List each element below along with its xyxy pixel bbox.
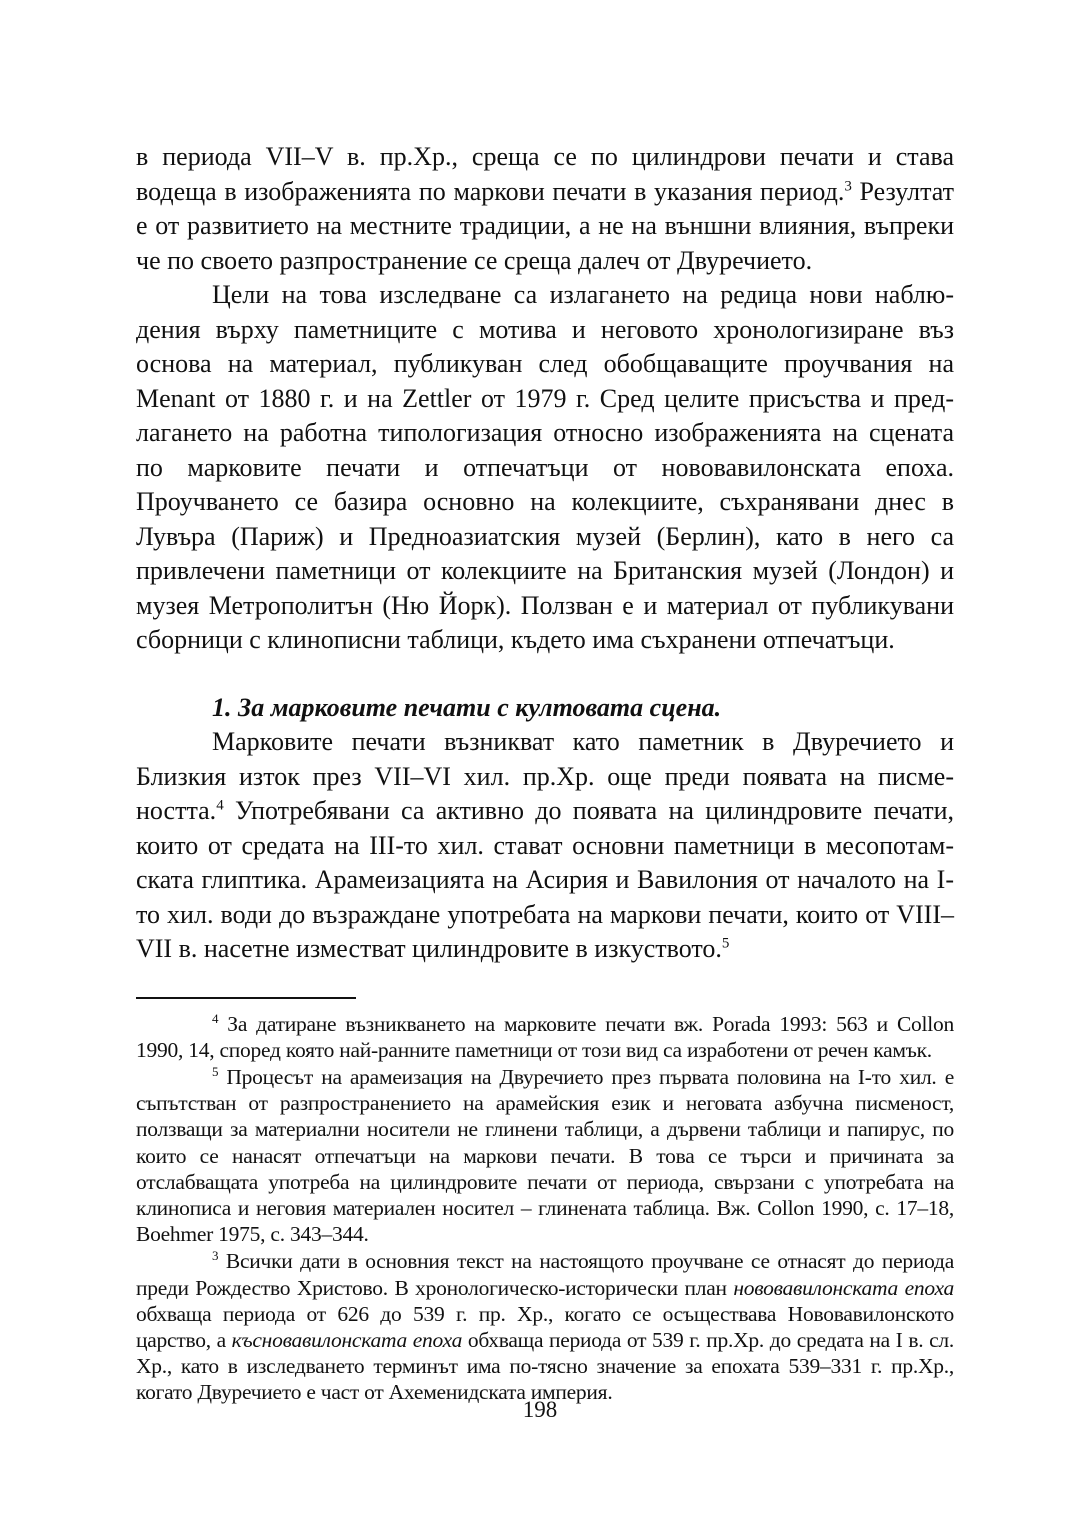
footnote-4 <box>136 1011 954 1063</box>
page-content <box>136 140 954 1407</box>
footnote-ref-5: 5 <box>721 935 730 952</box>
page-number: 198 <box>522 1397 558 1422</box>
footnote-3 <box>136 1248 954 1405</box>
footnote-3-em-late-babylonian: късновавилонската епоха <box>231 1327 463 1352</box>
footnote-3-text-c: обхваща периода от 539 г. пр.Хр. до средата на I в. сл. Хр., като в изследването терминът има по-тясно значение за епохата 539–331 г. пр.Хр., когато Двуречието е част от Ахеменидската империя. <box>136 1327 954 1405</box>
footnote-5-mark: 5 <box>212 1063 219 1079</box>
footnote-3-em-neobabylonian: нововавилонската епоха <box>733 1275 954 1300</box>
paragraph-1 <box>136 140 954 278</box>
footnotes <box>136 1011 954 1406</box>
footnote-3-mark: 3 <box>212 1248 219 1264</box>
paragraph-1-text-a: в периода VII–V в. пр.Хр., среща се по цилиндрови печати и става водеща в изображенията по маркови печати в указания период. <box>136 142 954 206</box>
paragraph-2: Цели на това изследване са излагането на редица нови наблюдения върху паметниците с мотива и неговото хронологизиране въз основа на материал, публикуван след обобщаващите проучвания на Menant от 1880 г. и на Zettler от 1979 г. Сред целите присъства и предлагането на работна типологизация относно изображенията на сцената по марковите печати и отпечатъци от нововавилонската епоха. Проучването се базира основно на колекциите, съхранявани днес в Лувъра (Париж) и Предноазиатския музей (Берлин), като в него са привлечени паметници от колекциите на Британския музей (Лондон) и музея Метрополитън (Ню Йорк). Ползван е и материал от публикувани сборници с клинописни таблици, където има съхранени отпечатъци. <box>136 280 954 654</box>
section-heading: 1. За марковите печати с култовата сцена. <box>212 692 722 722</box>
footnote-5-text: Процесът на арамеизация на Двуречието през първата половина на I-то хил. е съпътстван от разпространението на арамейския език и неговата азбучна писменост, ползващи за материални носители не глинени таблици, а дървени таблици и папирус, по които се нанасят отпечатъци на маркови печати. В това се търси и причината за отслабващата употреба на цилиндровите печати от периода, свързани с употребата на клинописа и неговия материален носител – глинената таблица. Вж. Collon 1990, с. 17–18, Boehmer 1975, с. 343–344. <box>136 1064 954 1247</box>
footnote-4-text: За датиране възникването на марковите печати вж. Porada 1993: 563 и Collon 1990, 14, според която най-ранните паметници от този вид са изработени от речен камък. <box>136 1011 954 1062</box>
footnote-4-mark: 4 <box>212 1010 219 1026</box>
footnote-divider <box>136 997 356 999</box>
footnote-ref-3: 3 <box>844 177 852 194</box>
paragraph-3 <box>136 725 954 967</box>
main-text <box>136 140 954 967</box>
footnote-5 <box>136 1064 954 1247</box>
footnote-ref-4: 4 <box>216 797 224 814</box>
footnote-3-text-b: обхваща периода от 626 до 539 г. пр. Хр., когато се осъществава Нововавилонското царство, а <box>136 1301 954 1352</box>
paragraph-3-text-b: Употребявани са активно до появата на цилиндровите печати, които от средата на III-то хил. стават основни паметници в месопотамската глиптика. Арамеизацията на Асирия и Вавилония от началото на I-то хил. води до възраждане употребата на маркови печати, които от VIII–VII в. насетне изместват цилиндровите в изкуството. <box>136 796 954 963</box>
paragraph-3-text-a: Марковите печати възникват като паметник в Двуречието и Близкия изток през VII–VI хил. пр.Хр. още преди появата на писмеността. <box>136 727 954 825</box>
paragraph-1-text-b: Резултат е от развитието на местните традиции, а не на външни влияния, въпреки че по своето разпространение се среща далеч от Двуречието. <box>136 176 954 275</box>
footnote-3-text-a: Всички дати в основния текст на настоящото проучване се отнасят до периода преди Рождество Христово. В хронологическо-исторически план <box>136 1249 954 1300</box>
